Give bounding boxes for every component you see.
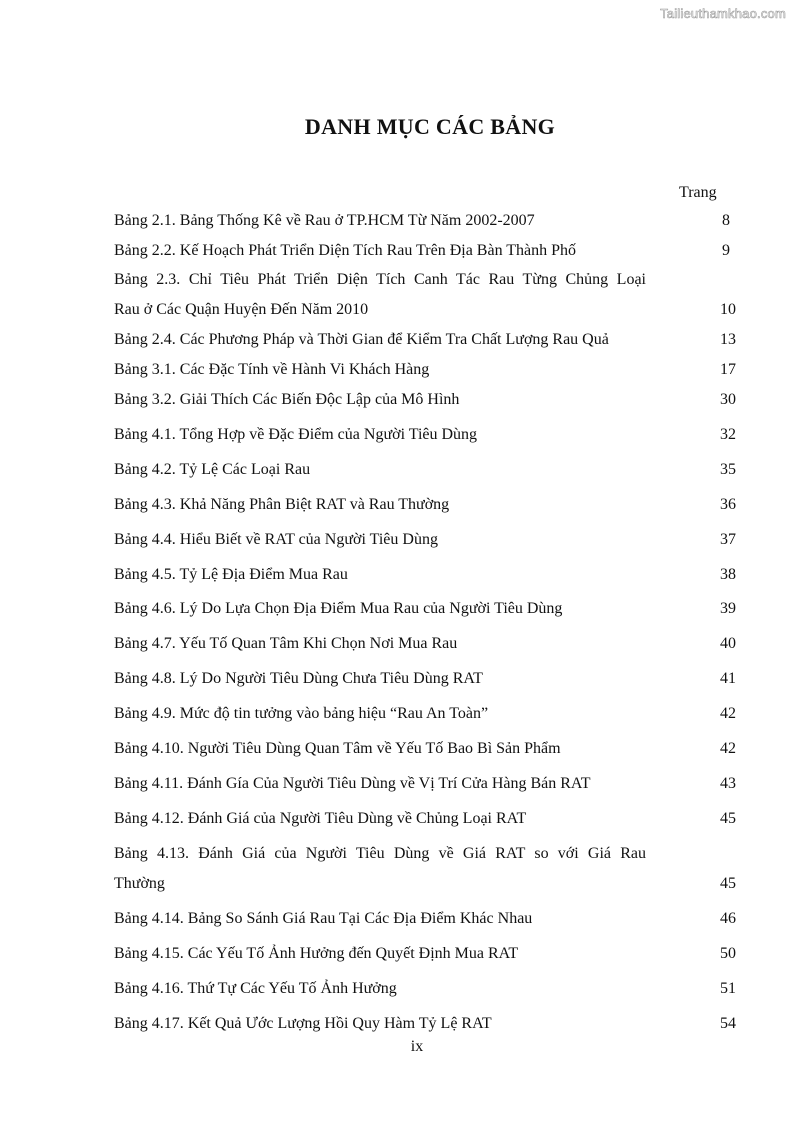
entry-title: Bảng 4.3. Khả Năng Phân Biệt RAT và Rau Thường xyxy=(114,496,450,513)
list-item xyxy=(114,739,736,759)
entry-page: 9 xyxy=(722,242,730,259)
entry-page: 41 xyxy=(720,670,736,687)
list-item xyxy=(114,874,736,894)
entry-page: 54 xyxy=(720,1015,736,1032)
entry-page: 43 xyxy=(720,775,736,792)
list-item xyxy=(114,909,736,929)
list-item xyxy=(114,211,736,231)
entry-title: Bảng 4.16. Thứ Tự Các Yếu Tố Ảnh Hưởng xyxy=(114,980,397,997)
entry-page: 50 xyxy=(720,945,736,962)
entry-page: 42 xyxy=(720,740,736,757)
entry-title: Bảng 2.2. Kế Hoạch Phát Triển Diện Tích Rau Trên Địa Bàn Thành Phố xyxy=(114,242,577,259)
entry-page: 10 xyxy=(720,301,736,318)
list-item xyxy=(114,390,736,410)
list-item xyxy=(114,425,736,445)
entry-title: Bảng 4.15. Các Yếu Tố Ảnh Hưởng đến Quyết Định Mua RAT xyxy=(114,945,519,962)
entry-page: 45 xyxy=(720,810,736,827)
entry-title: Bảng 4.11. Đánh Gía Của Người Tiêu Dùng về Vị Trí Cửa Hàng Bán RAT xyxy=(114,775,591,792)
page-number: ix xyxy=(410,1038,424,1055)
entry-page: 17 xyxy=(720,361,736,378)
entry-page: 51 xyxy=(720,980,736,997)
list-item xyxy=(114,704,736,724)
entry-title: Bảng 4.2. Tỷ Lệ Các Loại Rau xyxy=(114,461,311,478)
watermark: Tailieuthamkhao.com xyxy=(660,6,786,21)
entry-page: 39 xyxy=(720,600,736,617)
entry-title: Bảng 4.10. Người Tiêu Dùng Quan Tâm về Yếu Tố Bao Bì Sản Phẩm xyxy=(114,740,561,757)
entry-title: Bảng 4.6. Lý Do Lựa Chọn Địa Điểm Mua Rau của Người Tiêu Dùng xyxy=(114,600,563,617)
entry-page: 38 xyxy=(720,566,736,583)
entry-title: Bảng 4.1. Tổng Hợp về Đặc Điểm của Người Tiêu Dùng xyxy=(114,426,478,443)
entry-page: 13 xyxy=(720,331,736,348)
list-item xyxy=(114,270,736,290)
entry-title: Rau ở Các Quận Huyện Đến Năm 2010 xyxy=(114,301,369,318)
list-item xyxy=(114,634,736,654)
list-item xyxy=(114,944,736,964)
page-column-header: Trang xyxy=(679,184,717,201)
list-item xyxy=(114,360,736,380)
entry-title: Bảng 3.1. Các Đặc Tính về Hành Vi Khách Hàng xyxy=(114,361,430,378)
list-item xyxy=(114,809,736,829)
entry-page: 30 xyxy=(720,391,736,408)
entry-title: Bảng 4.8. Lý Do Người Tiêu Dùng Chưa Tiêu Dùng RAT xyxy=(114,670,483,687)
list-item xyxy=(114,330,736,350)
entry-page: 40 xyxy=(720,635,736,652)
entry-title: Bảng 2.1. Bảng Thống Kê về Rau ở TP.HCM Từ Năm 2002-2007 xyxy=(114,212,535,229)
entry-page: 45 xyxy=(720,875,736,892)
list-item xyxy=(114,460,736,480)
entry-title: Bảng 4.13. Đánh Giá của Người Tiêu Dùng về Giá RAT so với Giá Rau xyxy=(114,845,646,862)
list-item xyxy=(114,774,736,794)
list-item xyxy=(114,1014,736,1034)
entry-page: 42 xyxy=(720,705,736,722)
entry-title: Thường xyxy=(114,875,165,892)
entry-title: Bảng 2.3. Chỉ Tiêu Phát Triển Diện Tích Canh Tác Rau Từng Chủng Loại xyxy=(114,271,646,288)
entry-title: Bảng 2.4. Các Phương Pháp và Thời Gian để Kiểm Tra Chất Lượng Rau Quả xyxy=(114,331,609,348)
list-item xyxy=(114,495,736,515)
list-item xyxy=(114,241,736,261)
entry-title: Bảng 3.2. Giải Thích Các Biến Độc Lập của Mô Hình xyxy=(114,391,460,408)
list-item xyxy=(114,844,736,864)
list-item xyxy=(114,979,736,999)
page-title: DANH MỤC CÁC BẢNG xyxy=(304,114,556,139)
entry-title: Bảng 4.17. Kết Quả Ước Lượng Hồi Quy Hàm Tỷ Lệ RAT xyxy=(114,1015,492,1032)
list-item xyxy=(114,565,736,585)
entry-page: 36 xyxy=(720,496,736,513)
list-item xyxy=(114,530,736,550)
entry-page: 8 xyxy=(722,212,730,229)
list-item xyxy=(114,300,736,320)
entry-title: Bảng 4.14. Bảng So Sánh Giá Rau Tại Các Địa Điểm Khác Nhau xyxy=(114,910,533,927)
entry-title: Bảng 4.4. Hiểu Biết về RAT của Người Tiêu Dùng xyxy=(114,531,438,548)
list-item xyxy=(114,599,736,619)
entry-page: 46 xyxy=(720,910,736,927)
entry-title: Bảng 4.9. Mức độ tin tưởng vào bảng hiệu “Rau An Toàn” xyxy=(114,705,489,722)
entry-page: 35 xyxy=(720,461,736,478)
entry-title: Bảng 4.5. Tỷ Lệ Địa Điểm Mua Rau xyxy=(114,566,348,583)
entry-title: Bảng 4.12. Đánh Giá của Người Tiêu Dùng về Chủng Loại RAT xyxy=(114,810,527,827)
list-item xyxy=(114,669,736,689)
entry-page: 37 xyxy=(720,531,736,548)
entry-title: Bảng 4.7. Yếu Tố Quan Tâm Khi Chọn Nơi Mua Rau xyxy=(114,635,458,652)
entry-page: 32 xyxy=(720,426,736,443)
